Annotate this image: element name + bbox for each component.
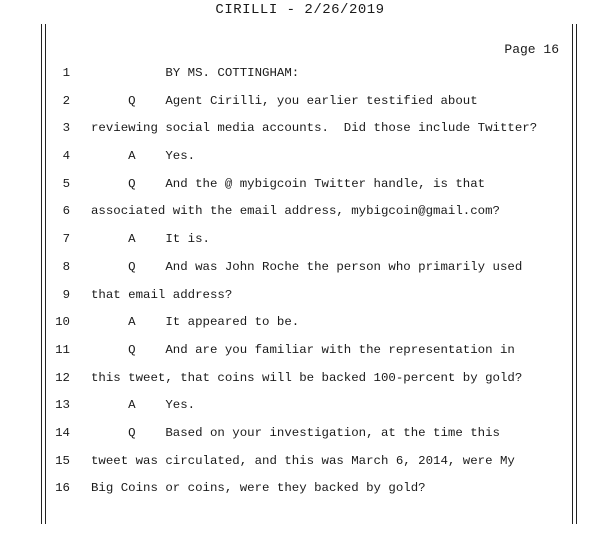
line-number: 3 [62,121,70,136]
line-text: this tweet, that coins will be backed 100-percent by gold? [91,370,523,385]
transcript-line [0,481,600,509]
transcript-line [0,288,600,316]
line-number: 2 [62,93,70,108]
transcript-line [0,121,600,149]
page-number-label: Page 16 [504,42,559,57]
line-number: 9 [62,287,70,302]
transcript-line [0,94,600,122]
transcript-line [0,204,600,232]
transcript-line [0,232,600,260]
line-text: A It is. [91,232,210,247]
line-number: 11 [55,342,70,357]
transcript-line [0,66,600,94]
line-text: A Yes. [91,398,196,413]
line-text: associated with the email address, mybigcoin@gmail.com? [91,204,500,219]
line-number: 6 [62,204,70,219]
transcript-line [0,149,600,177]
line-text: A It appeared to be. [91,315,300,330]
line-text: A Yes. [91,149,196,164]
line-text: Q Agent Cirilli, you earlier testified about [91,93,478,108]
line-text: BY MS. COTTINGHAM: [91,66,300,80]
transcript-line [0,315,600,343]
line-text: Q Based on your investigation, at the time this [91,425,500,440]
transcript-line [0,454,600,482]
line-text: Big Coins or coins, were they backed by gold? [91,481,426,496]
transcript-header-title: CIRILLI - 2/26/2019 [215,2,385,18]
transcript-line [0,260,600,288]
line-number: 12 [55,370,70,385]
line-number: 15 [55,453,70,468]
transcript-line [0,177,600,205]
transcript-line [0,398,600,426]
line-number: 14 [55,425,70,440]
line-text: Q And the @ mybigcoin Twitter handle, is that [91,176,486,191]
transcript-lines [0,66,600,509]
line-text: that email address? [91,287,233,302]
line-text: tweet was circulated, and this was March 6, 2014, were My [91,453,515,468]
line-number: 4 [62,149,70,164]
line-text: Q And was John Roche the person who primarily used [91,259,523,274]
line-number: 13 [55,398,70,413]
line-text: Q And are you familiar with the representation in [91,342,515,357]
line-number: 10 [55,315,70,330]
line-text: reviewing social media accounts. Did those include Twitter? [91,121,538,136]
line-number: 16 [55,481,70,496]
line-number: 1 [62,66,70,80]
transcript-line [0,371,600,399]
transcript-line [0,343,600,371]
line-number: 7 [62,232,70,247]
line-number: 5 [62,176,70,191]
line-number: 8 [62,259,70,274]
transcript-line [0,426,600,454]
